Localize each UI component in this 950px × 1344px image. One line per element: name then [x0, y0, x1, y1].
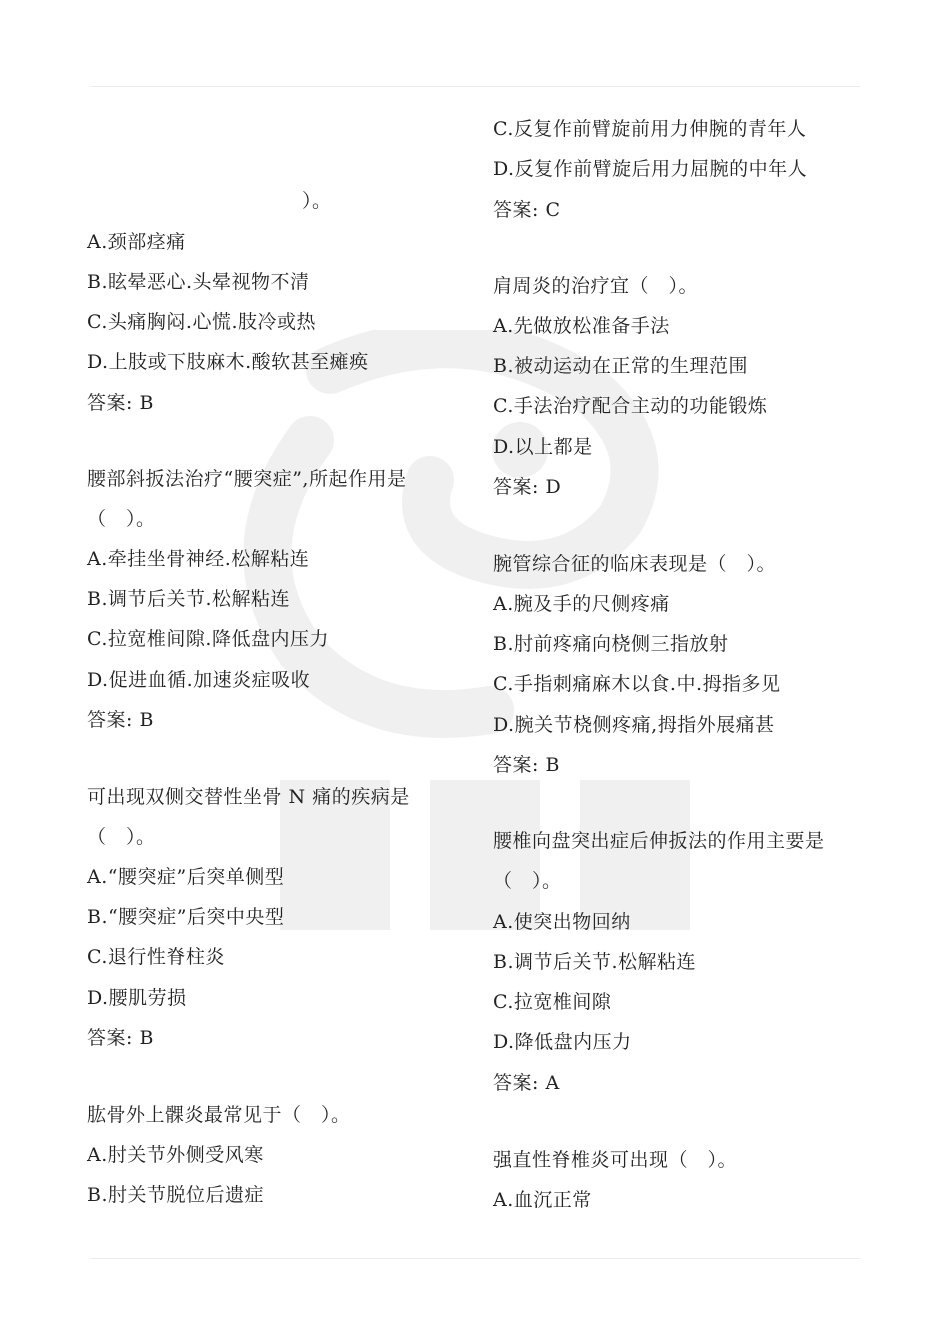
q3-answer: 答案: B [87, 1027, 154, 1049]
q2-stem-line2: （ ）。 [87, 508, 156, 530]
q5-stem: 肩周炎的治疗宜（ ）。 [493, 275, 699, 297]
q2-option-a: A.牵挂坐骨神经.松解粘连 [87, 548, 310, 570]
q7-option-b: B.调节后关节.松解粘连 [493, 951, 697, 973]
q3-option-a: A.“腰突症”后突单侧型 [87, 866, 285, 888]
q3-option-c: C.退行性脊柱炎 [87, 946, 225, 968]
q2-stem-line1: 腰部斜扳法治疗“腰突症”,所起作用是 [87, 468, 407, 490]
q2-option-b: B.调节后关节.松解粘连 [87, 588, 291, 610]
q7-answer: 答案: A [493, 1072, 560, 1094]
q3-option-d: D.腰肌劳损 [87, 987, 187, 1009]
q7-option-c: C.拉宽椎间隙 [493, 991, 612, 1013]
q6-option-c: C.手指刺痛麻木以食.中.拇指多见 [493, 673, 781, 695]
q6-option-b: B.肘前疼痛向桡侧三指放射 [493, 633, 729, 655]
q4-answer: 答案: C [493, 199, 561, 221]
q5-option-a: A.先做放松准备手法 [493, 315, 670, 337]
q1-answer: 答案: B [87, 392, 154, 414]
q7-stem-line1: 腰椎向盘突出症后伸扳法的作用主要是 [493, 830, 825, 852]
footer-rule [90, 1258, 860, 1259]
q4-option-c: C.反复作前臂旋前用力伸腕的青年人 [493, 118, 807, 140]
q1-option-d: D.上肢或下肢麻木.酸软甚至瘫痪 [87, 351, 369, 373]
q7-stem-line2: （ ）。 [493, 870, 562, 892]
q4-option-d: D.反复作前臂旋后用力屈腕的中年人 [493, 158, 808, 180]
q6-stem: 腕管综合征的临床表现是（ ）。 [493, 553, 777, 575]
q1-option-c: C.头痛胸闷.心慌.肢冷或热 [87, 311, 316, 333]
q3-option-b: B.“腰突症”后突中央型 [87, 906, 285, 928]
q2-option-c: C.拉宽椎间隙.降低盘内压力 [87, 628, 329, 650]
q6-answer: 答案: B [493, 754, 560, 776]
q5-option-b: B.被动运动在正常的生理范围 [493, 355, 749, 377]
q4-option-a: A.肘关节外侧受风寒 [87, 1144, 264, 1166]
q7-option-a: A.使突出物回纳 [493, 911, 631, 933]
q4-stem: 肱骨外上髁炎最常见于（ ）。 [87, 1104, 351, 1126]
q4-option-b: B.肘关节脱位后遗症 [87, 1184, 265, 1206]
q2-answer: 答案: B [87, 709, 154, 731]
q3-stem-line1: 可出现双侧交替性坐骨 N 痛的疾病是 [87, 786, 410, 808]
q2-option-d: D.促进血循.加速炎症吸收 [87, 669, 311, 691]
q3-stem-line2: （ ）。 [87, 826, 156, 848]
q6-option-d: D.腕关节桡侧疼痛,拇指外展痛甚 [493, 714, 775, 736]
q1-stem-tail: ）。 [302, 190, 332, 212]
q1-option-a: A.颈部痉痛 [87, 231, 186, 253]
q7-option-d: D.降低盘内压力 [493, 1031, 632, 1053]
q8-stem: 强直性脊椎炎可出现（ ）。 [493, 1149, 738, 1171]
q5-answer: 答案: D [493, 476, 562, 498]
header-rule [90, 86, 860, 87]
q6-option-a: A.腕及手的尺侧疼痛 [493, 593, 670, 615]
q8-option-a: A.血沉正常 [493, 1189, 592, 1211]
q5-option-d: D.以上都是 [493, 436, 593, 458]
q5-option-c: C.手法治疗配合主动的功能锻炼 [493, 395, 768, 417]
q1-option-b: B.眩晕恶心.头晕视物不清 [87, 271, 310, 293]
